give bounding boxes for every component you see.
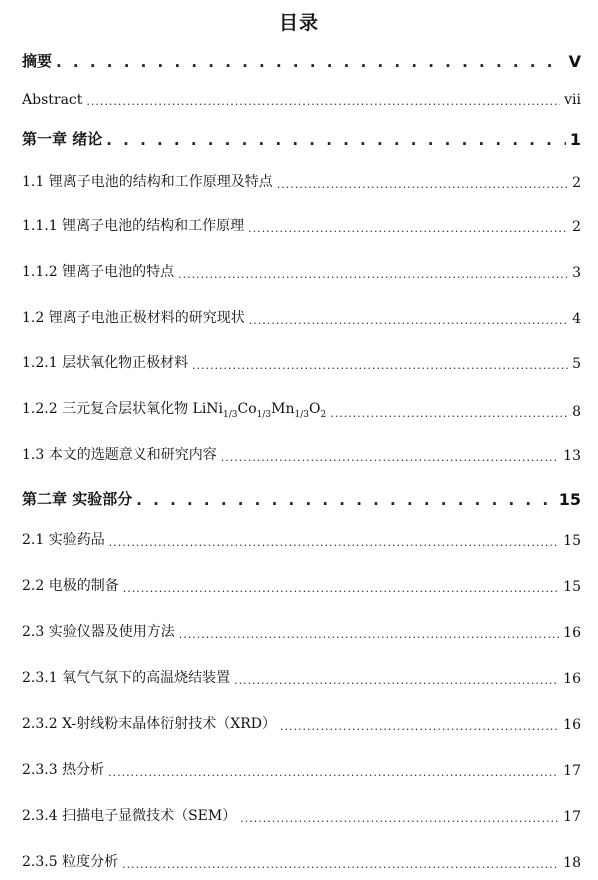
toc-entry-page: 1: [569, 130, 581, 149]
toc-entry-label: 1.2 锂离子电池正极材料的研究现状: [22, 310, 245, 326]
toc-entry-2-2[interactable]: [22, 575, 581, 595]
formula-subscript: 1/3: [256, 409, 272, 420]
dot-leader: [249, 314, 568, 327]
toc-entry-label: 摘要: [22, 52, 53, 70]
toc-entry-page: 16: [563, 671, 581, 687]
toc-entry-label: 2.3 实验仪器及使用方法: [22, 624, 175, 640]
toc-entry-2-1[interactable]: [22, 529, 581, 549]
toc-entry-abstract-en[interactable]: [22, 92, 581, 108]
page-title: 目录: [278, 12, 319, 34]
toc-entry-abstract-cn[interactable]: [22, 50, 581, 71]
toc-entry-page: 2: [572, 219, 581, 235]
dot-leader: [179, 628, 559, 641]
formula-element: Co: [237, 401, 257, 417]
dot-leader: [109, 536, 559, 549]
dot-leader: [56, 53, 565, 71]
toc-entry-page: 5: [572, 356, 581, 372]
dot-leader: [192, 359, 568, 372]
toc-entry-label: 2.1 实验药品: [22, 532, 105, 548]
toc-entry-label: 2.3.2 X-射线粉末晶体衍射技术（XRD）: [22, 716, 277, 732]
dot-leader: [136, 491, 555, 509]
dot-leader: [280, 720, 559, 733]
dot-leader: [178, 268, 568, 281]
dot-leader: [234, 674, 559, 687]
toc-entry-1-2-2[interactable]: [22, 398, 581, 420]
toc-entry-label: 1.3 本文的选题意义和研究内容: [22, 447, 217, 463]
toc-entry-chapter-2[interactable]: [22, 488, 581, 509]
toc-entry-page: vii: [564, 92, 581, 108]
dot-leader: [86, 95, 560, 108]
toc-entry-1-1[interactable]: [22, 171, 581, 191]
toc-entry-1-1-1[interactable]: [22, 215, 581, 235]
formula-subscript: 1/3: [294, 409, 309, 420]
toc-entry-label: 2.3.3 热分析: [22, 762, 105, 778]
toc-entry-2-3-5[interactable]: [22, 851, 581, 871]
toc-entry-label: Abstract: [22, 92, 83, 108]
dot-leader: [123, 582, 559, 595]
toc-entry-page: 2: [572, 175, 581, 191]
dot-leader: [248, 222, 568, 235]
dot-leader: [122, 858, 559, 871]
toc-entry-2-3-2[interactable]: [22, 713, 581, 733]
toc-entry-1-2-1[interactable]: [22, 352, 581, 372]
dot-leader: [330, 407, 568, 420]
toc-entry-page: 17: [563, 809, 581, 825]
formula-element: O: [308, 401, 321, 417]
toc-entry-chapter-1[interactable]: [22, 128, 581, 149]
toc-entry-label: 1.2.1 层状氧化物正极材料: [22, 355, 189, 371]
toc-entry-label: 2.3.1 氧气气氛下的高温烧结装置: [22, 670, 231, 686]
toc-entry-label: 1.1 锂离子电池的结构和工作原理及特点: [22, 174, 273, 190]
formula-subscript: 2: [320, 409, 327, 420]
toc-entry-page: 4: [572, 311, 581, 327]
toc-entry-2-3[interactable]: [22, 621, 581, 641]
toc-entry-label: 2.3.5 粒度分析: [22, 854, 119, 870]
toc-entry-label: 2.2 电极的制备: [22, 578, 119, 594]
dot-leader: [108, 766, 559, 779]
toc-entry-page: 16: [563, 625, 581, 641]
toc-entry-label: 第二章 实验部分: [22, 490, 133, 508]
toc-entry-label: 1.1.2 锂离子电池的特点: [22, 264, 175, 280]
toc-entry-page: 13: [563, 448, 581, 464]
toc-entry-label: 第一章 绪论: [22, 130, 103, 148]
toc-entry-page: 18: [563, 855, 581, 871]
formula-prefix: 1.2.2 三元复合层状氧化物 LiNi: [22, 401, 224, 417]
toc-entry-page: 8: [572, 403, 581, 420]
toc-entry-page: 15: [558, 490, 581, 509]
toc-entry-1-1-2[interactable]: [22, 261, 581, 281]
dot-leader: [221, 451, 559, 464]
toc-entry-page: 17: [563, 763, 581, 779]
dot-leader: [106, 131, 566, 149]
toc-entry-page: 3: [572, 265, 581, 281]
toc-entry-2-3-4[interactable]: [22, 805, 581, 825]
toc-entry-2-3-1[interactable]: [22, 667, 581, 687]
formula-element: Mn: [271, 401, 295, 417]
dot-leader: [277, 178, 568, 191]
toc-entry-2-3-3[interactable]: [22, 759, 581, 779]
toc-entry-label: 2.3.4 扫描电子显微技术（SEM）: [22, 808, 237, 824]
toc-entry-label: 1.1.1 锂离子电池的结构和工作原理: [22, 218, 245, 234]
toc-entry-page: V: [568, 52, 581, 71]
toc-entry-page: 16: [563, 717, 581, 733]
formula-subscript: 1/3: [223, 409, 238, 420]
toc-entry-1-2[interactable]: [22, 307, 581, 327]
dot-leader: [240, 812, 559, 825]
toc-entry-label: [22, 398, 326, 420]
toc-entry-page: 15: [563, 533, 581, 549]
toc-entry-page: 15: [563, 579, 581, 595]
toc-entry-1-3[interactable]: [22, 444, 581, 464]
